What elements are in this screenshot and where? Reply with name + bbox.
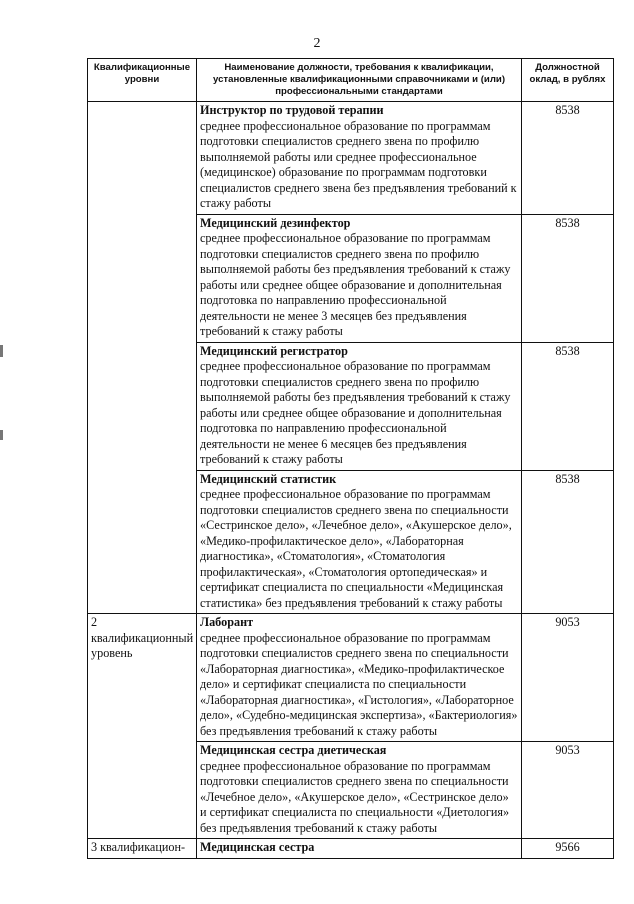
- header-salary: Должностной оклад, в рублях: [522, 59, 614, 102]
- position-requirements: среднее профессиональное образование по программам подготовки специалистов среднего звена по специальности «Лечебное дело», «Акушерское дело», «Сестринское дело» и сертификат специалиста по специальности «Диетология» без предъявления требований к стажу работы: [200, 758, 510, 835]
- salary-cell: 8538: [522, 342, 614, 470]
- scan-edge-mark: [0, 430, 3, 440]
- position-requirements: среднее профессиональное образование по программам подготовки специалистов среднего звена по профилю выполняемой работы без предъявления требований к стажу работы или среднее общее образование и дополнительная подготовка по направлению профессиональной деятельности не менее 6 месяцев без предъявления требований к стажу работы: [200, 359, 511, 466]
- position-requirements: среднее профессиональное образование по программам подготовки специалистов среднего звена по профилю выполняемой работы без предъявления требований к стажу работы или среднее общее образование и дополнительная подготовка по направлению профессиональной деятельности не менее 3 месяцев без предъявления требований к стажу работы: [200, 231, 511, 338]
- salary-cell: 9053: [522, 614, 614, 742]
- salary-cell: 9053: [522, 742, 614, 839]
- scan-edge-mark: [0, 345, 3, 357]
- qualification-table: [87, 58, 614, 859]
- position-title: Медицинский регистратор: [200, 343, 348, 358]
- position-cell: [197, 614, 522, 742]
- position-title: Медицинский дезинфектор: [200, 215, 351, 230]
- table-header-row: [88, 59, 614, 102]
- salary-cell: 8538: [522, 470, 614, 614]
- level-cell: 3 квалификацион-: [88, 839, 197, 859]
- level-cell: 2 квалификационный уровень: [88, 614, 197, 742]
- table-row: [88, 214, 614, 342]
- table-row: [88, 839, 614, 859]
- position-cell: [197, 470, 522, 614]
- table-row: [88, 742, 614, 839]
- header-qualification-levels: Квалификационные уровни: [88, 59, 197, 102]
- level-cell: [88, 342, 197, 470]
- salary-cell: 8538: [522, 214, 614, 342]
- position-cell: [197, 742, 522, 839]
- position-cell: [197, 214, 522, 342]
- salary-cell: 8538: [522, 102, 614, 215]
- position-cell: [197, 102, 522, 215]
- salary-cell: 9566: [522, 839, 614, 859]
- position-requirements: среднее профессиональное образование по программам подготовки специалистов среднего звена по специальности «Сестринское дело», «Лечебное дело», «Акушерское дело», «Медико-профилактическое дело», «Лабораторная диагностика», «Стоматология», «Стоматология профилактическая», «Стоматология ортопедическая» и сертификат специалиста по специальности «Медицинская статистика» без предъявления требований к стажу работы: [200, 487, 512, 610]
- table-row: [88, 614, 614, 742]
- header-position-requirements: Наименование должности, требования к квалификации, установленные квалификационными справочниками и (или) профессиональными стандартами: [197, 59, 522, 102]
- position-title: Инструктор по трудовой терапии: [200, 103, 384, 117]
- table-row: [88, 342, 614, 470]
- table-row: [88, 102, 614, 215]
- position-cell: [197, 342, 522, 470]
- position-requirements: среднее профессиональное образование по программам подготовки специалистов среднего звена по специальности «Лабораторная диагностика», «Медико-профилактическое дело» и сертификат специалиста по специальности «Лабораторная диагностика», «Гистология», «Лабораторное дело», «Судебно-медицинская экспертиза», «Бактериология» без предъявления требований к стажу работы: [200, 630, 518, 738]
- position-title: Лаборант: [200, 615, 254, 629]
- table-row: [88, 470, 614, 614]
- level-cell: [88, 742, 197, 839]
- position-title: Медицинский статистик: [200, 471, 337, 486]
- level-cell: [88, 470, 197, 614]
- level-cell: [88, 214, 197, 342]
- position-cell: [197, 839, 522, 859]
- position-title: Медицинская сестра: [200, 840, 315, 854]
- position-requirements: среднее профессиональное образование по программам подготовки специалистов среднего звена по профилю выполняемой работы или среднее профессиональное (медицинское) образование по программам подготовки специалистов среднего звена без предъявления требований к стажу работы: [200, 118, 517, 210]
- position-title: Медицинская сестра диетическая: [200, 743, 387, 757]
- page-number: 2: [313, 36, 321, 51]
- level-cell: [88, 102, 197, 215]
